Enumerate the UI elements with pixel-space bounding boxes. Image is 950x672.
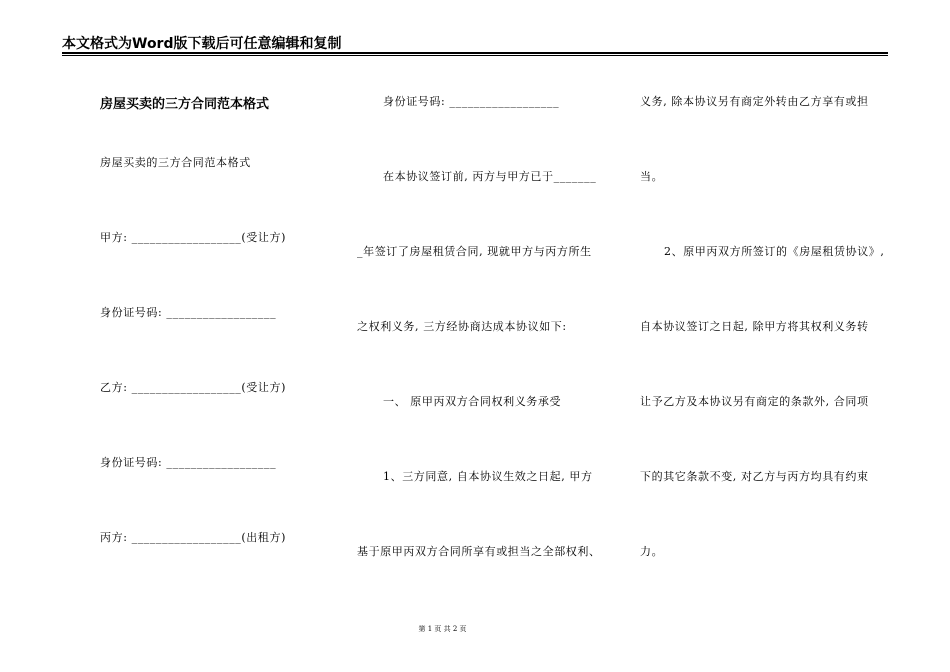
document-title: 房屋买卖的三方合同范本格式 <box>100 97 270 112</box>
col3-line: 自本协议签订之日起, 除甲方将其权利义务转 <box>640 320 869 333</box>
col2-line: _年签订了房屋租赁合同, 现就甲方与丙方所生 <box>357 245 592 258</box>
col2-line: 身份证号码: __________________ <box>383 95 560 108</box>
col1-line: 丙方: __________________(出租方) <box>100 531 286 544</box>
col1-line: 乙方: __________________(受让方) <box>100 381 286 394</box>
col1-line: 房屋买卖的三方合同范本格式 <box>100 156 251 169</box>
col1-line: 身份证号码: __________________ <box>100 306 277 319</box>
header-rule-thin <box>62 55 888 56</box>
col3-line: 让予乙方及本协议另有商定的条款外, 合同项 <box>640 395 869 408</box>
col3-line: 2、原甲丙双方所签订的《房屋租赁协议》, <box>664 245 885 258</box>
col3-line: 当。 <box>640 170 664 183</box>
col2-line: 在本协议签订前, 丙方与甲方已于_______ <box>383 170 597 183</box>
header-rule <box>62 52 888 54</box>
page-number: 第 1 页 共 2 页 <box>418 625 467 633</box>
header-text: 本文格式为Word版下载后可任意编辑和复制 <box>62 36 342 52</box>
col1-line: 甲方: __________________(受让方) <box>100 231 286 244</box>
col2-line: 一、 原甲丙双方合同权利义务承受 <box>383 395 562 408</box>
col2-line: 基于原甲丙双方合同所享有或担当之全部权利、 <box>357 545 601 558</box>
col3-line: 义务, 除本协议另有商定外转由乙方享有或担 <box>640 95 869 108</box>
col2-line: 之权利义务, 三方经协商达成本协议如下: <box>357 320 567 333</box>
col3-line: 力。 <box>640 545 664 558</box>
col3-line: 下的其它条款不变, 对乙方与丙方均具有约束 <box>640 470 869 483</box>
col2-line: 1、三方同意, 自本协议生效之日起, 甲方 <box>383 470 593 483</box>
col1-line: 身份证号码: __________________ <box>100 456 277 469</box>
